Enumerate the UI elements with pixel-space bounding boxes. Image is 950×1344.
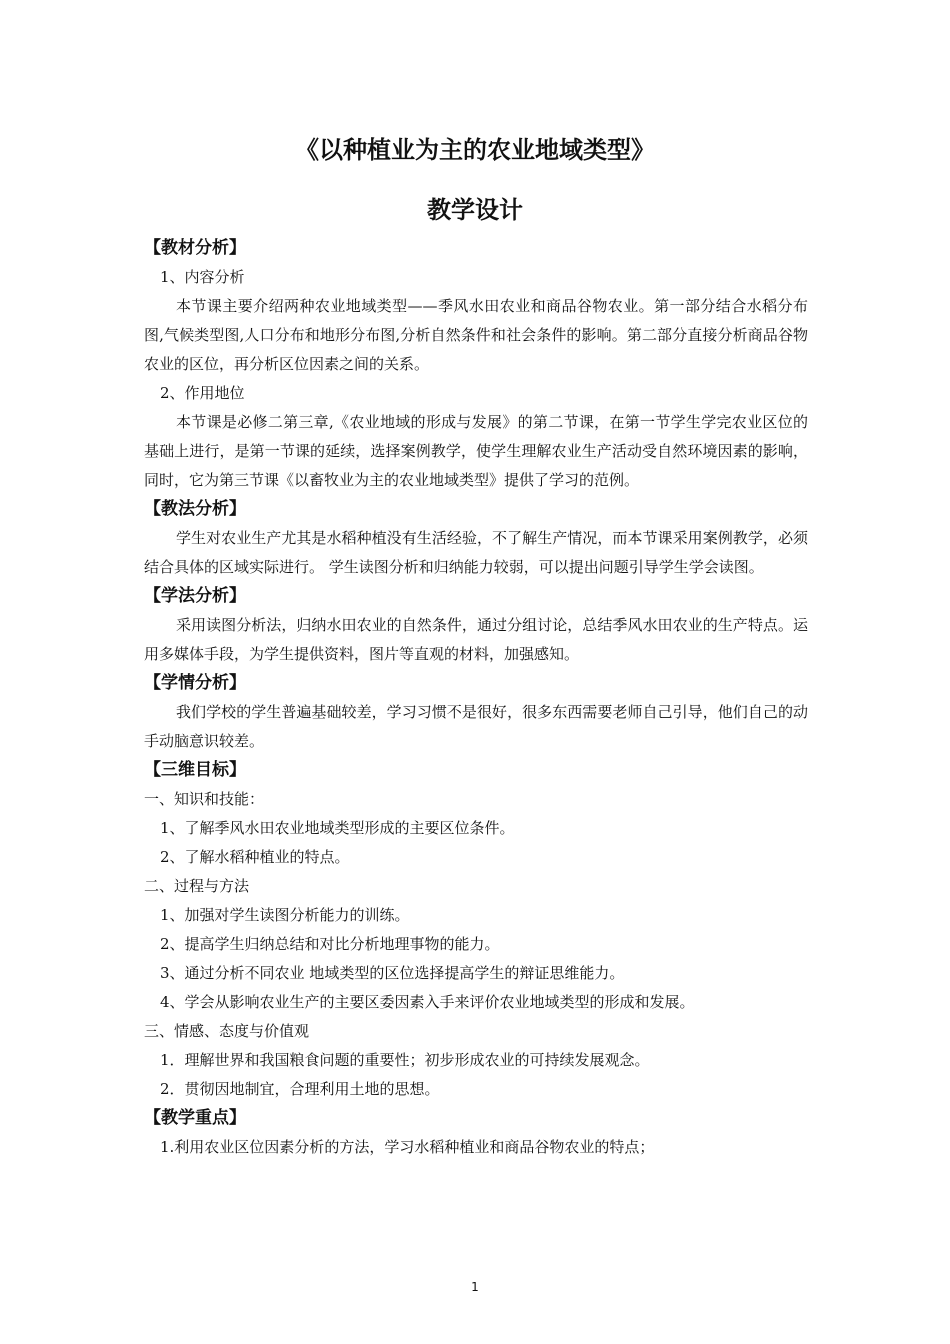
goals-part-values: 三、情感、态度与价值观	[144, 1022, 310, 1040]
section-heading-learning: 【学法分析】	[144, 586, 246, 606]
document-title: 《以种植业为主的农业地域类型》	[295, 136, 655, 164]
textbook-paragraph-role: 本节课是必修二第三章,《农业地域的形成与发展》的第二节课，在第一节学生学完农业区位的基础上进行，是第一节课的延续，选择案例教学，使学生理解农业生产活动受自然环境因素的影响，同时，它为第三节课《以畜牧业为主的农业地域类型》提供了学习的范例。	[144, 413, 808, 489]
section-heading-student: 【学情分析】	[144, 673, 246, 693]
textbook-paragraph-content: 本节课主要介绍两种农业地域类型——季风水田农业和商品谷物农业。第一部分结合水稻分布图,气候类型图,人口分布和地形分布图,分析自然条件和社会条件的影响。第二部分直接分析商品谷物农业的区位，再分析区位因素之间的关系。	[144, 297, 808, 373]
section-heading-method: 【教法分析】	[144, 499, 246, 519]
method-paragraph: 学生对农业生产尤其是水稻种植没有生活经验，不了解生产情况，而本节课采用案例教学，必须结合具体的区域实际进行。 学生读图分析和归纳能力较弱，可以提出问题引导学生学会读图。	[144, 529, 808, 576]
goals-part-knowledge: 一、知识和技能：	[144, 790, 265, 808]
textbook-item-content: 1、内容分析	[160, 268, 245, 286]
student-paragraph: 我们学校的学生普遍基础较差，学习习惯不是很好，很多东西需要老师自己引导，他们自己的动手动脑意识较差。	[144, 703, 808, 750]
goals-item: 2．贯彻因地制宜，合理利用土地的思想。	[160, 1080, 440, 1098]
section-heading-goals: 【三维目标】	[144, 760, 246, 780]
section-heading-textbook: 【教材分析】	[144, 238, 246, 258]
goals-item: 2、了解水稻种植业的特点。	[160, 848, 350, 866]
textbook-item-role: 2、作用地位	[160, 384, 245, 402]
learning-paragraph: 采用读图分析法，归纳水田农业的自然条件，通过分组讨论，总结季风水田农业的生产特点。运用多媒体手段，为学生提供资料，图片等直观的材料，加强感知。	[144, 616, 808, 663]
goals-item: 1、了解季风水田农业地域类型形成的主要区位条件。	[160, 819, 515, 837]
goals-item: 4、学会从影响农业生产的主要区委因素入手来评价农业地域类型的形成和发展。	[160, 993, 695, 1011]
section-heading-focus: 【教学重点】	[144, 1108, 246, 1128]
goals-part-process: 二、过程与方法	[144, 877, 250, 895]
focus-item: 1.利用农业区位因素分析的方法，学习水稻种植业和商品谷物农业的特点；	[160, 1138, 655, 1156]
page-number: 1	[471, 1280, 479, 1294]
goals-item: 1、加强对学生读图分析能力的训练。	[160, 906, 410, 924]
document-body	[144, 234, 808, 1162]
goals-item: 2、提高学生归纳总结和对比分析地理事物的能力。	[160, 935, 500, 953]
goals-item: 1．理解世界和我国粮食问题的重要性；初步形成农业的可持续发展观念。	[160, 1051, 650, 1069]
document-subtitle: 教学设计	[427, 196, 523, 224]
goals-item: 3、通过分析不同农业 地域类型的区位选择提高学生的辩证思维能力。	[160, 964, 625, 982]
